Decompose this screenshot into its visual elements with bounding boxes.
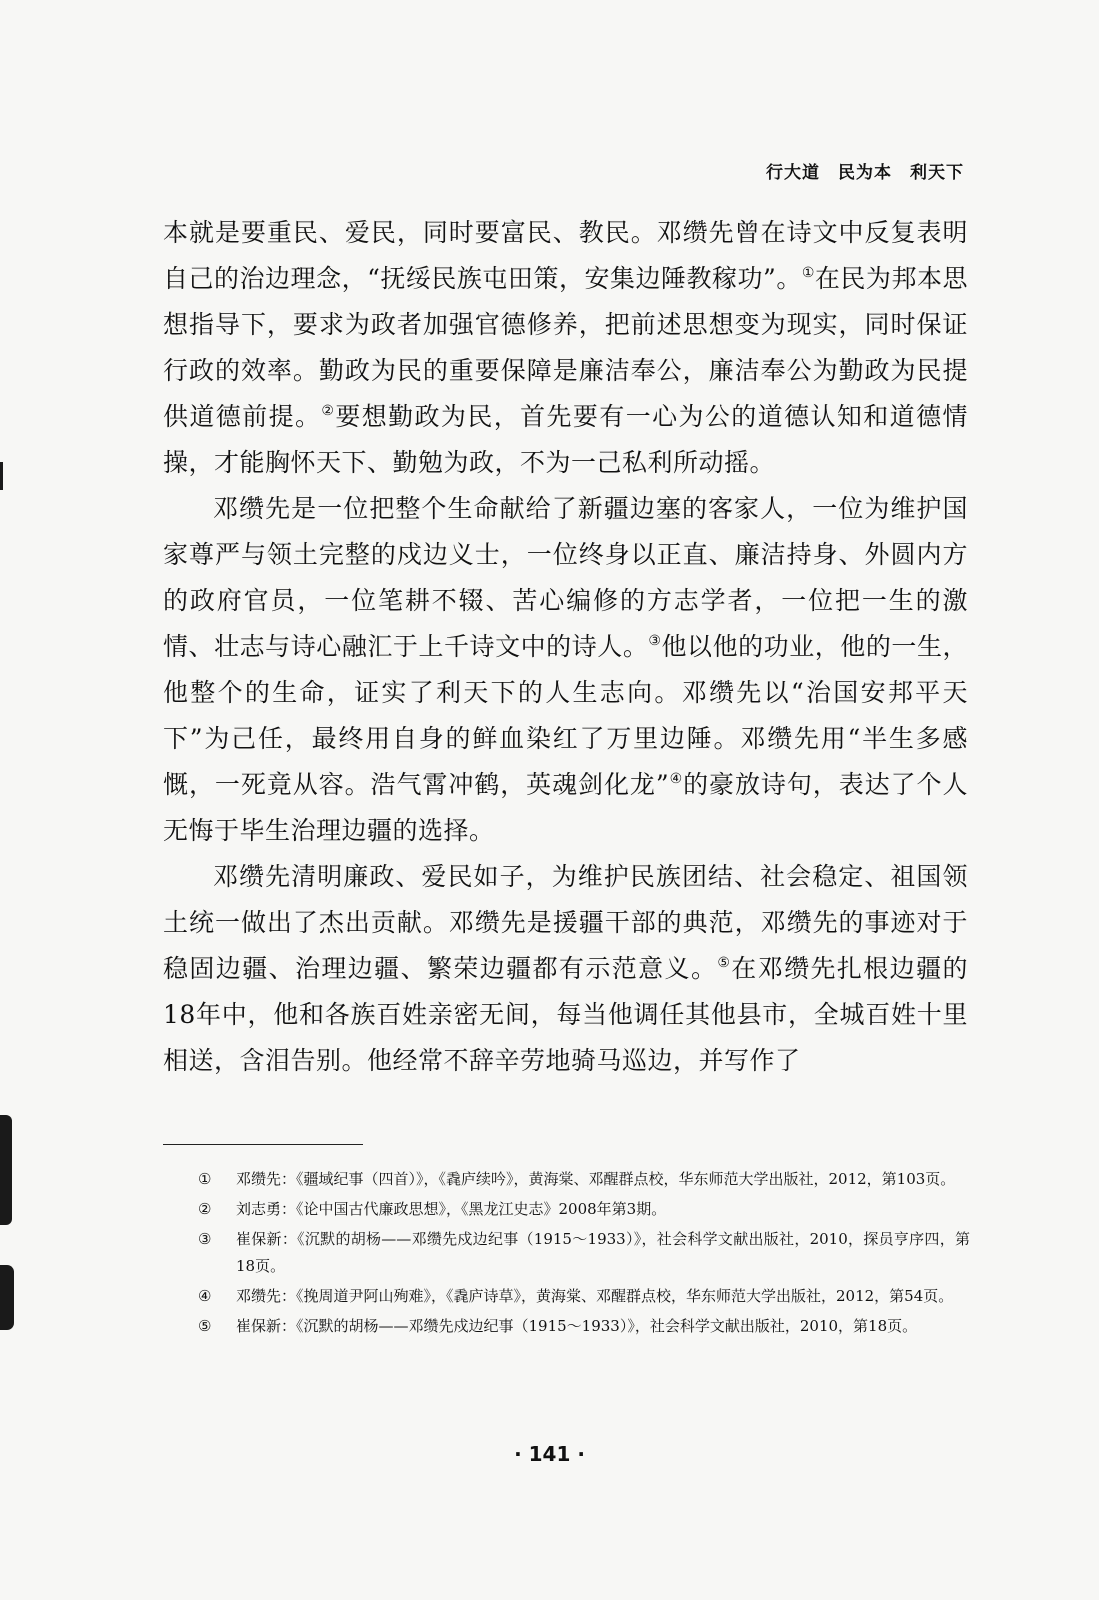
footnote-2 <box>198 1196 970 1223</box>
scan-artifact-middle <box>0 1115 12 1225</box>
footnote-marker: ② <box>198 1200 212 1218</box>
footnote-5 <box>198 1313 970 1340</box>
footnote-4 <box>198 1283 970 1310</box>
footnote-marker: ③ <box>198 1230 212 1248</box>
footnote-ref-5[interactable]: ⑤ <box>717 955 732 971</box>
body-text <box>163 210 968 1084</box>
paragraph-1-text-3: 要想勤政为民，首先要有一心为公的道德认知和道德情操，才能胸怀天下、勤勉为政，不为一己私利所动摇。 <box>163 402 968 477</box>
footnote-marker: ⑤ <box>198 1317 212 1335</box>
footnote-1 <box>198 1166 970 1193</box>
footnote-ref-4[interactable]: ④ <box>669 771 684 787</box>
paragraph-2-text-3: 的豪放诗句，表达了个人无悔于毕生治理边疆的选择。 <box>163 770 968 845</box>
footnotes <box>198 1166 970 1343</box>
scan-artifact-bottom <box>0 1265 14 1330</box>
paragraph-1-text: 本就是要重民、爱民，同时要富民、教民。邓缵先曾在诗文中反复表明自己的治边理念，“抚绥民族屯田策，安集边陲教稼功”。 <box>163 218 968 293</box>
footnote-text: 崔保新：《沉默的胡杨——邓缵先戍边纪事（1915～1933）》，社会科学文献出版社，2010，第18页。 <box>236 1317 918 1335</box>
footnote-marker: ① <box>198 1170 212 1188</box>
footnote-ref-1[interactable]: ① <box>801 265 815 281</box>
scan-artifact-top <box>0 462 3 490</box>
paragraph-3-text: 邓缵先清明廉政、爱民如子，为维护民族团结、社会稳定、祖国领土统一做出了杰出贡献。邓缵先是援疆干部的典范，邓缵先的事迹对于稳固边疆、治理边疆、繁荣边疆都有示范意义。 <box>163 862 968 983</box>
footnote-3 <box>198 1226 970 1280</box>
paragraph-1 <box>163 210 968 486</box>
footnote-ref-2[interactable]: ② <box>321 403 336 419</box>
footnote-marker: ④ <box>198 1287 212 1305</box>
footnote-ref-3[interactable]: ③ <box>648 633 662 649</box>
paragraph-3 <box>163 854 968 1084</box>
footnote-text: 邓缵先：《挽周道尹阿山殉难》，《毳庐诗草》，黄海棠、邓醒群点校，华东师范大学出版社，2012，第54页。 <box>236 1287 954 1305</box>
footnote-divider <box>163 1144 363 1145</box>
paragraph-2-text: 邓缵先是一位把整个生命献给了新疆边塞的客家人，一位为维护国家尊严与领土完整的戍边义士，一位终身以正直、廉洁持身、外圆内方的政府官员，一位笔耕不辍、苦心编修的方志学者，一位把一生的激情、壮志与诗心融汇于上千诗文中的诗人。 <box>163 494 968 661</box>
footnote-text: 刘志勇：《论中国古代廉政思想》，《黑龙江史志》2008年第3期。 <box>236 1200 667 1218</box>
footnote-text: 邓缵先：《疆域纪事（四首）》，《毳庐续吟》，黄海棠、邓醒群点校，华东师范大学出版社，2012，第103页。 <box>236 1170 956 1188</box>
running-head: 行大道 民为本 利天下 <box>766 163 964 183</box>
paragraph-2-text-2: 他以他的功业，他的一生，他整个的生命，证实了利天下的人生志向。邓缵先以“治国安邦平天下”为己任，最终用自身的鲜血染红了万里边陲。邓缵先用“半生多感慨，一死竟从容。浩气霄冲鹤，英魂剑化龙” <box>163 632 968 799</box>
paragraph-3-text-2: 在邓缵先扎根边疆的18年中，他和各族百姓亲密无间，每当他调任其他县市，全城百姓十里相送，含泪告别。他经常不辞辛劳地骑马巡边，并写作了 <box>163 954 968 1075</box>
page-number: · 141 · <box>514 1442 585 1466</box>
footnote-text: 崔保新：《沉默的胡杨——邓缵先戍边纪事（1915～1933）》，社会科学文献出版社，2010，探员亨序四，第18页。 <box>236 1230 970 1275</box>
paragraph-1-text-2: 在民为邦本思想指导下，要求为政者加强官德修养，把前述思想变为现实，同时保证行政的效率。勤政为民的重要保障是廉洁奉公，廉洁奉公为勤政为民提供道德前提。 <box>163 264 968 431</box>
paragraph-2 <box>163 486 968 854</box>
